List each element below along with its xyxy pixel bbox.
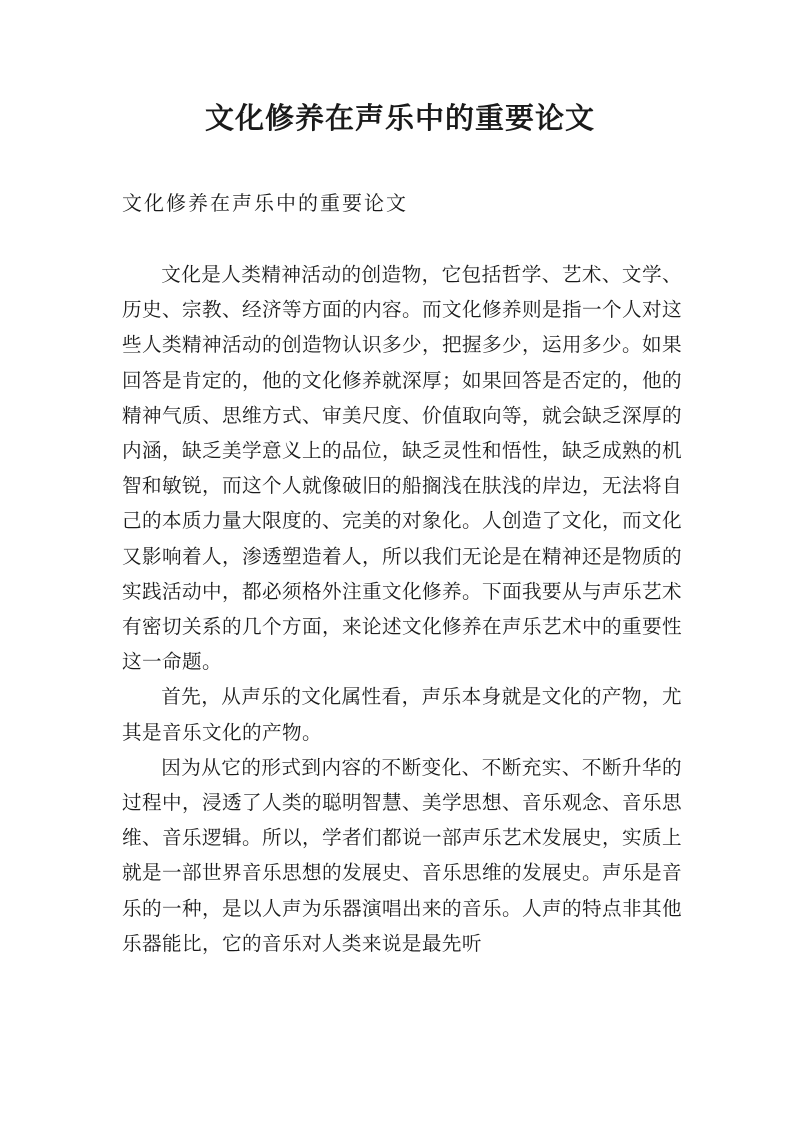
document-title: 文化修养在声乐中的重要论文 xyxy=(204,101,595,135)
body-paragraph: 首先，从声乐的文化属性看，声乐本身就是文化的产物，尤其是音乐文化的产物。 xyxy=(122,685,682,744)
document-subtitle: 文化修养在声乐中的重要论文 xyxy=(122,191,408,215)
body-paragraph: 文化是人类精神活动的创造物，它包括哲学、艺术、文学、历史、宗教、经济等方面的内容。而文化修养则是指一个人对这些人类精神活动的创造物认识多少，把握多少，运用多少。如果回答是肯定的，他的文化修养就深厚；如果回答是否定的，他的精神气质、思维方式、审美尺度、价值取向等，就会缺乏深厚的内涵，缺乏美学意义上的品位，缺乏灵性和悟性，缺乏成熟的机智和敏锐，而这个人就像破旧的船搁浅在肤浅的岸边，无法将自己的本质力量大限度的、完美的对象化。人创造了文化，而文化又影响着人，渗透塑造着人，所以我们无论是在精神还是物质的实践活动中，都必须格外注重文化修养。下面我要从与声乐艺术有密切关系的几个方面，来论述文化修养在声乐艺术中的重要性这一命题。 xyxy=(122,263,682,674)
body-paragraph: 因为从它的形式到内容的不断变化、不断充实、不断升华的过程中，浸透了人类的聪明智慧、美学思想、音乐观念、音乐思维、音乐逻辑。所以，学者们都说一部声乐艺术发展史，实质上就是一部世界音乐思想的发展史、音乐思维的发展史。声乐是音乐的一种，是以人声为乐器演唱出来的音乐。人声的特点非其他乐器能比，它的音乐对人类来说是最先听 xyxy=(122,755,682,955)
document-body xyxy=(122,257,682,961)
